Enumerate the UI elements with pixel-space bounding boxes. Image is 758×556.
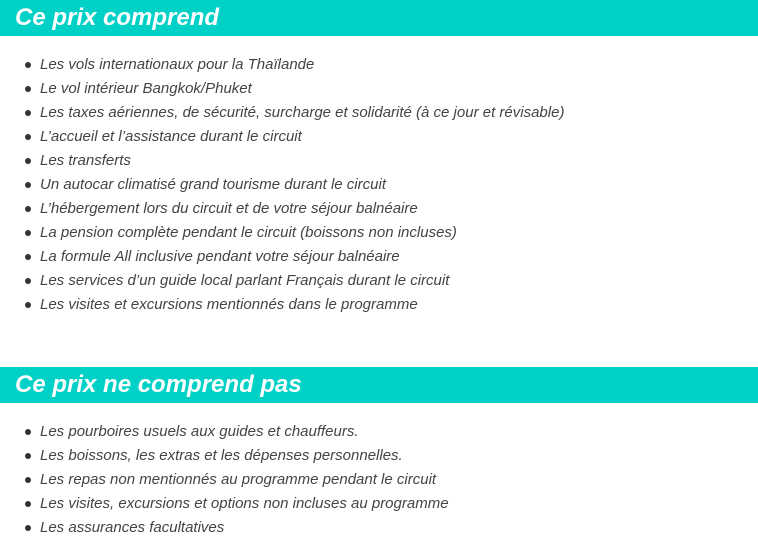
bullet-dot-icon — [25, 182, 31, 188]
bullet-dot-icon — [25, 230, 31, 236]
list-item — [0, 444, 758, 468]
bullet-dot-icon — [25, 134, 31, 140]
list-item-text: L’accueil et l’assistance durant le circuit — [40, 128, 302, 145]
list-item — [0, 293, 758, 317]
list-item-text: La pension complète pendant le circuit (boissons non incluses) — [40, 224, 457, 241]
list-item-text: La formule All inclusive pendant votre séjour balnéaire — [40, 248, 400, 265]
bullet-dot-icon — [25, 110, 31, 116]
list-item — [0, 197, 758, 221]
list-item — [0, 221, 758, 245]
bullet-dot-icon — [25, 302, 31, 308]
list-item-text: Les repas non mentionnés au programme pendant le circuit — [40, 471, 437, 488]
list-item-text: Un autocar climatisé grand tourisme durant le circuit — [40, 176, 386, 193]
list-item-text: L’hébergement lors du circuit et de votre séjour balnéaire — [40, 200, 418, 217]
list-item-text: Les taxes aériennes, de sécurité, surcharge et solidarité (à ce jour et révisable) — [40, 104, 565, 121]
list-item — [0, 516, 758, 540]
list-item-text: Les vols internationaux pour la Thaïlande — [40, 56, 315, 73]
list-item — [0, 77, 758, 101]
price-includes-list — [0, 53, 758, 317]
list-item — [0, 245, 758, 269]
bullet-dot-icon — [25, 254, 31, 260]
price-excludes-title: Ce prix ne comprend pas — [0, 367, 758, 403]
list-item-text: Les services d’un guide local parlant Français durant le circuit — [40, 272, 450, 289]
bullet-dot-icon — [25, 86, 31, 92]
list-item — [0, 125, 758, 149]
list-item — [0, 53, 758, 77]
list-item — [0, 420, 758, 444]
list-item — [0, 468, 758, 492]
list-item-text: Les transferts — [40, 152, 131, 169]
list-item — [0, 101, 758, 125]
list-item-text: Le vol intérieur Bangkok/Phuket — [40, 80, 252, 97]
price-includes-title: Ce prix comprend — [0, 0, 758, 36]
list-item-text: Les visites, excursions et options non incluses au programme — [40, 495, 449, 512]
list-item — [0, 173, 758, 197]
bullet-dot-icon — [25, 525, 31, 531]
bullet-dot-icon — [25, 429, 31, 435]
bullet-dot-icon — [25, 501, 31, 507]
list-item — [0, 149, 758, 173]
price-excludes-list — [0, 420, 758, 540]
list-item — [0, 492, 758, 516]
list-item-text: Les pourboires usuels aux guides et chauffeurs. — [40, 423, 359, 440]
list-item-text: Les assurances facultatives — [40, 519, 225, 536]
bullet-dot-icon — [25, 158, 31, 164]
list-item — [0, 269, 758, 293]
bullet-dot-icon — [25, 278, 31, 284]
bullet-dot-icon — [25, 453, 31, 459]
bullet-dot-icon — [25, 477, 31, 483]
list-item-text: Les visites et excursions mentionnés dans le programme — [40, 296, 418, 313]
price-excludes-section — [0, 367, 758, 540]
bullet-dot-icon — [25, 62, 31, 68]
bullet-dot-icon — [25, 206, 31, 212]
list-item-text: Les boissons, les extras et les dépenses personnelles. — [40, 447, 403, 464]
